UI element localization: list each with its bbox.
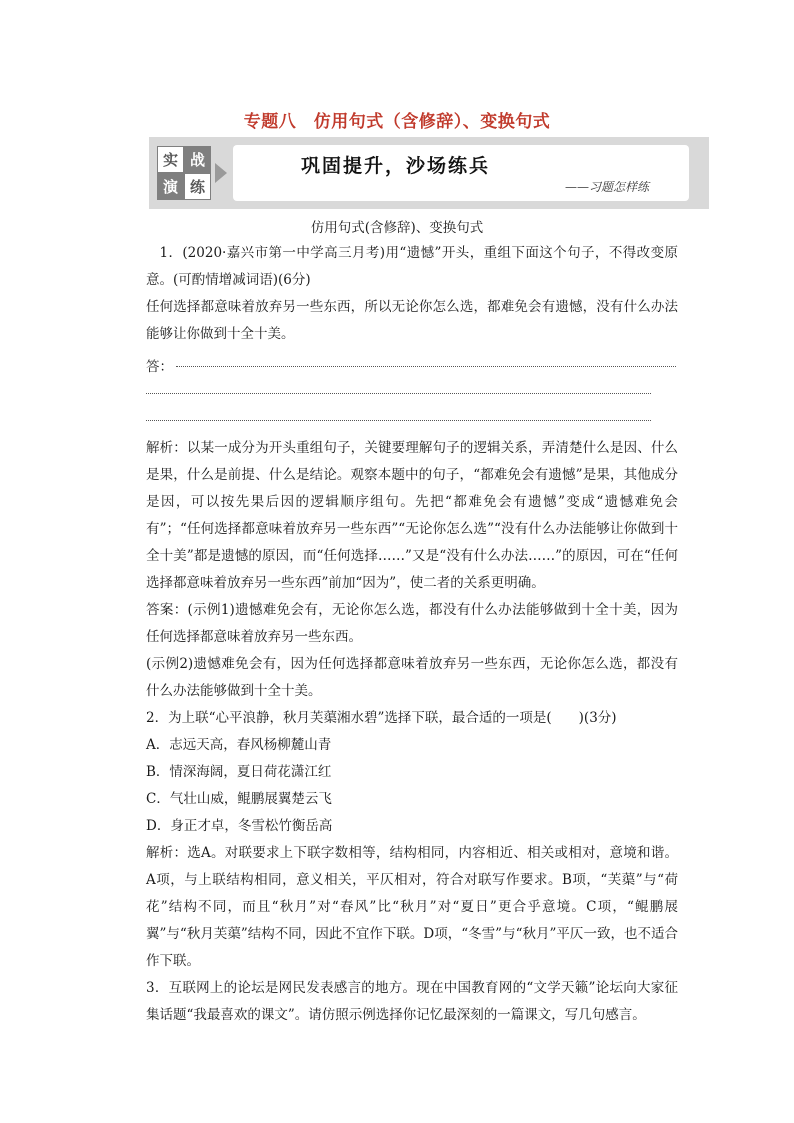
badge-char: 练 (184, 173, 211, 200)
banner-card (233, 145, 689, 201)
answer-label: 答： (146, 359, 173, 375)
answer-line-wrap (146, 375, 678, 402)
document-body (146, 240, 678, 1029)
answer-line[interactable] (146, 392, 651, 394)
badge-char: 演 (157, 173, 184, 200)
answer-line[interactable] (146, 419, 651, 421)
q2-analysis: 解析：选A。对联要求上下联字数相等，结构相同，内容相近、相关或相对，意境和谐。A项，与上联结构相同，意义相关，平仄相对，符合对联写作要求。B项，“芙蕖”与“荷花”结构不同，而且“秋月”对“春风”比“秋月”对“夏日”更合乎意境。C项，“鲲鹏展翼”与“秋月芙蕖”结构不同，因此不宜作下联。D项，“冬雪”与“秋月”平仄一致，也不适合作下联。 (146, 845, 678, 969)
badge-char: 实 (157, 146, 184, 173)
section-title: 仿用句式(含修辞)、变换句式 (310, 220, 484, 236)
arrow-icon (215, 163, 227, 183)
q1-prompt: 1．(2020·嘉兴市第一中学高三月考)用“遗憾”开头，重组下面这个句子，不得改变原意。(可酌情增减词语)(6分) (146, 245, 678, 288)
badge-char: 战 (184, 146, 211, 173)
practice-badge (157, 146, 211, 200)
q1-analysis: 解析：以某一成分为开头重组句子，关键要理解句子的逻辑关系，弄清楚什么是因、什么是果，什么是前提、什么是结论。观察本题中的句子，“都难免会有遗憾”是果，其他成分是因，可以按先果后因的逻辑顺序组句。先把“都难免会有遗憾”变成“遗憾难免会有”；“任何选择都意味着放弃另一些东西”“无论你怎么选”“没有什么办法能够让你做到十全十美”都是遗憾的原因，而“任何选择……”又是“没有什么办法……”的原因，可在“任何选择都意味着放弃另一些东西”前加“因为”，使二者的关系更明确。 (146, 440, 678, 591)
answer-line[interactable] (176, 365, 676, 367)
q1-sentence: 任何选择都意味着放弃另一些东西，所以无论你怎么选，都难免会有遗憾，没有什么办法能够让你做到十全十美。 (146, 299, 678, 342)
banner-subheading: ——习题怎样练 (564, 180, 649, 194)
banner-heading: 巩固提升，沙场练兵 (301, 155, 491, 177)
q1-answer-example-1: 答案：(示例1)遗憾难免会有，无论你怎么选，都没有什么办法能够做到十全十美，因为任何选择都意味着放弃另一些东西。 (146, 602, 678, 645)
answer-line-wrap (146, 402, 678, 429)
q2-option-d: D．身正才卓，冬雪松竹衡岳高 (146, 818, 333, 834)
q3-prompt: 3．互联网上的论坛是网民发表感言的地方。现在中国教育网的“文学天籁”论坛向大家征集话题“我最喜欢的课文”。请仿照示例选择你记忆最深刻的一篇课文，写几句感言。 (146, 980, 678, 1023)
page-title: 专题八 仿用句式（含修辞）、变换句式 (243, 112, 551, 132)
q2-option-a: A．志远天高，春风杨柳麓山青 (146, 737, 332, 753)
q2-option-c: C．气壮山威，鲲鹏展翼楚云飞 (146, 791, 332, 807)
q1-answer-example-2: (示例2)遗憾难免会有，因为任何选择都意味着放弃另一些东西，无论你怎么选，都没有什么办法能够做到十全十美。 (146, 656, 678, 699)
q2-prompt: 2．为上联“心平浪静，秋月芙蕖湘水碧”选择下联，最合适的一项是( )(3分) (146, 710, 617, 726)
q2-option-b: B．情深海阔，夏日荷花潇江红 (146, 764, 332, 780)
practice-banner (149, 137, 709, 209)
answer-area (146, 348, 678, 375)
